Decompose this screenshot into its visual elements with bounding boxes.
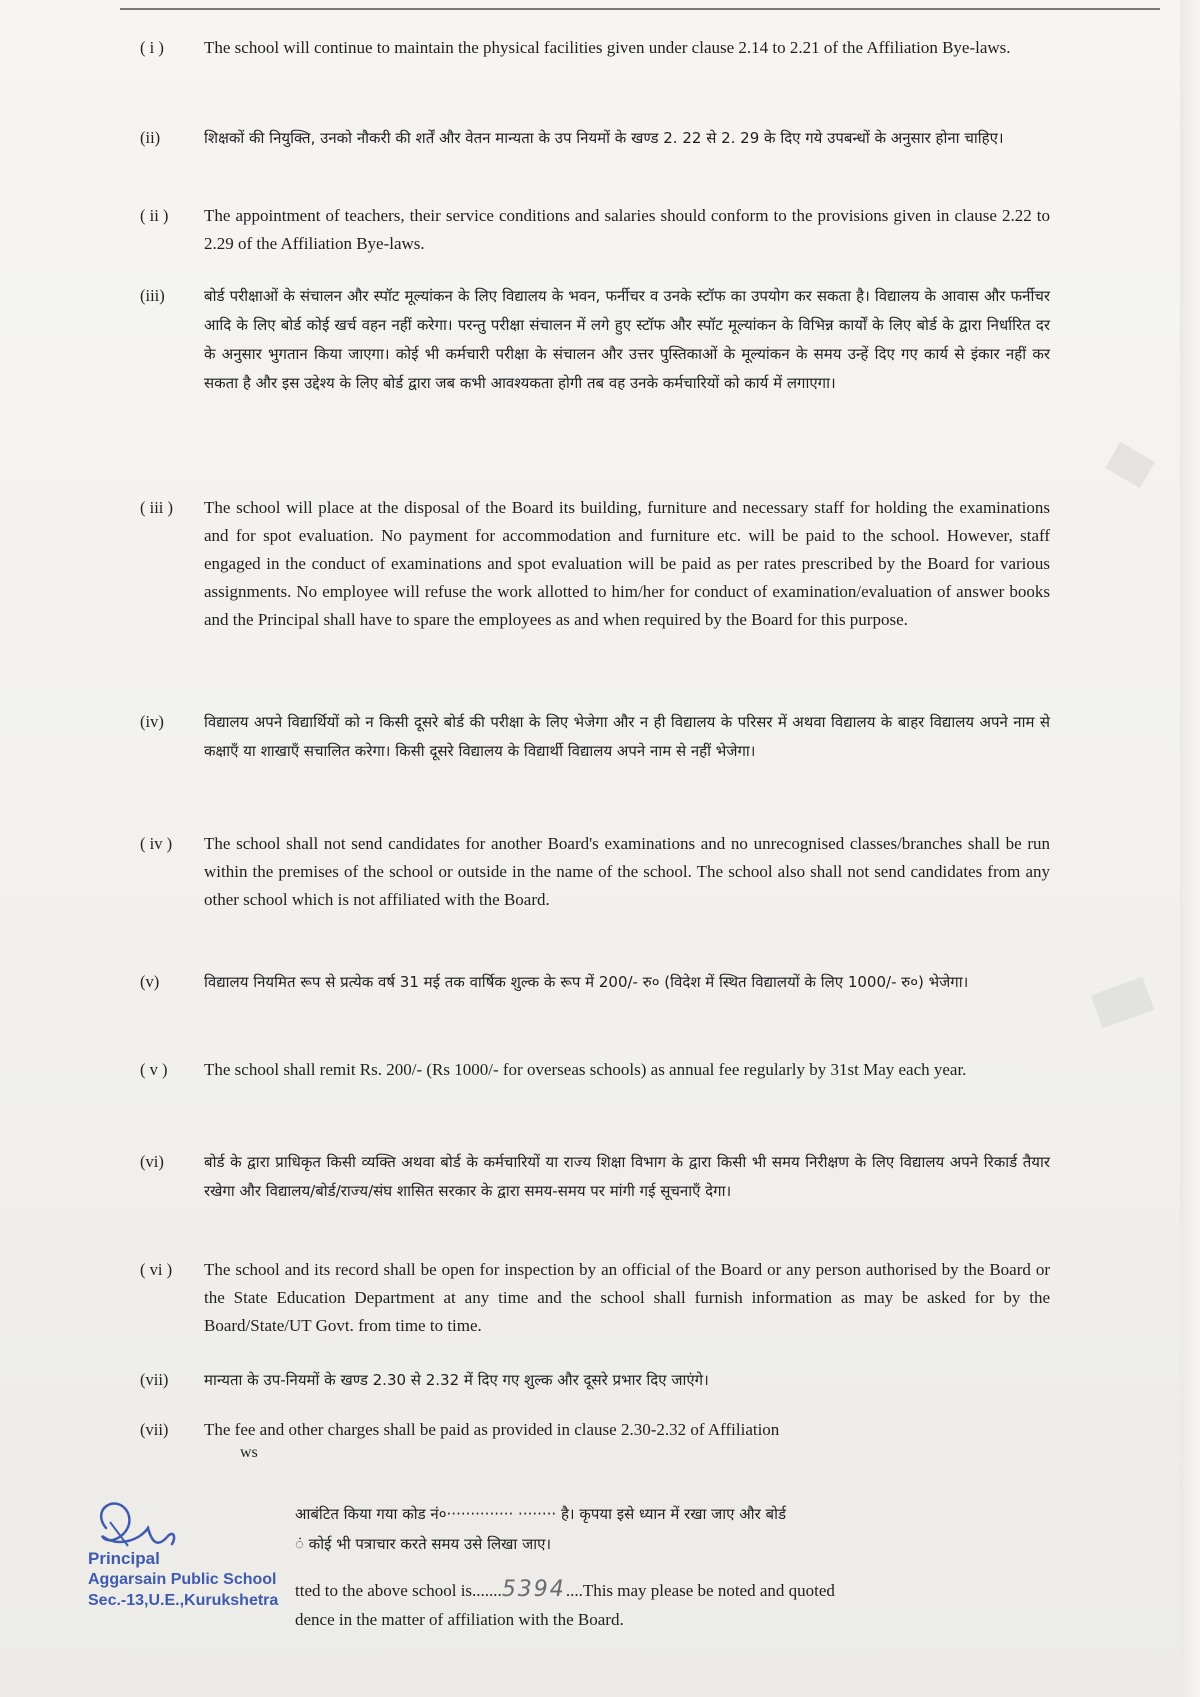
clause-number: (iii) — [140, 286, 165, 305]
clause-text: मान्यता के उप-नियमों के खण्ड 2.30 से 2.32 में दिए गए शुल्क और दूसरे प्रभार दिए जाएंगे। — [204, 1371, 709, 1389]
clause-ii-en — [140, 202, 1050, 258]
footer-hindi-line1: आबंटित किया गया कोड नं०·············· ········ है। कृपया इसे ध्यान में रखा जाए और बोर्ड — [295, 1505, 786, 1523]
clause-text: The appointment of teachers, their service conditions and salaries should conform to the provisions given in clause 2.22 to 2.29 of the Affiliation Bye-laws. — [204, 206, 1050, 253]
clause-number: (v) — [140, 972, 160, 991]
clause-number: (iv) — [140, 712, 164, 731]
clause-v-en — [140, 1056, 1050, 1084]
clause-continuation: ws — [240, 1444, 258, 1461]
clause-vii-en — [140, 1416, 1050, 1444]
clause-vi-en — [140, 1256, 1050, 1340]
clause-iii-en — [140, 494, 1050, 634]
clause-text: विद्यालय अपने विद्यार्थियों को न किसी दूसरे बोर्ड की परीक्षा के लिए भेजेगा और न ही विद्यालय के परिसर में अथवा विद्यालय के बाहर विद्यालय अपने नाम से कक्षाएँ या शाखाएँ सचालित करेगा। किसी दूसरे विद्यालय के विद्यार्थी विद्यालय अपने नाम से नहीं भेजेगा। — [204, 713, 1050, 760]
clause-text: The school will place at the disposal of the Board its building, furniture and necessary staff for holding the examinations and for spot evaluation. No payment for accommodation and furniture etc. will be paid to the school. However, staff engaged in the conduct of examinations and spot evaluation will be paid as per rates prescribed by the Board for various assignments. No employee will refuse the work allotted to him/her for conduct of examination/evaluation of answer books and the Principal shall have to spare the employees as and when required by the Board for this purpose. — [204, 498, 1050, 629]
clause-text: बोर्ड परीक्षाओं के संचालन और स्पॉट मूल्यांकन के लिए विद्यालय के भवन, फर्नीचर व उनके स्टॉफ का उपयोग कर सकता है। विद्यालय के आवास और फर्नीचर आदि के लिए बोर्ड कोई खर्च वहन नहीं करेगा। परन्तु परीक्षा संचालन में लगे हुए स्टॉफ और स्पॉट मूल्यांकन के विभिन्न कार्यों के लिए बोर्ड के द्वारा निर्धारित दर के अनुसार भुगतान किया जाएगा। कोई भी कर्मचारी परीक्षा के संचालन और उत्तर पुस्तिकाओं के मूल्यांकन के समय उन्हें दिए गए कार्य से इंकार नहीं कर सकता है और इस उद्देश्य के लिए बोर्ड द्वारा जब कभी आवश्यकता होगी तब वह उनके कर्मचारियों को कार्य में लगाएगा। — [204, 287, 1050, 392]
affiliation-code: 5394 — [501, 1577, 566, 1602]
stamp-address: Sec.-13,U.E.,Kurukshetra — [88, 1592, 279, 1609]
clause-number: (vii) — [140, 1420, 169, 1439]
clause-ii-hi — [140, 124, 1050, 153]
clause-number: (vii) — [140, 1370, 169, 1389]
principal-stamp — [88, 1548, 278, 1611]
clause-number: (ii) — [140, 128, 161, 147]
clause-vii-hi — [140, 1366, 1050, 1395]
stamp-title: Principal — [88, 1549, 160, 1568]
clause-text: The school shall remit Rs. 200/- (Rs 1000/- for overseas schools) as annual fee regularly by 31st May each year. — [204, 1060, 967, 1079]
clause-number: ( iii ) — [140, 498, 173, 517]
clause-number: (vi) — [140, 1152, 164, 1171]
clause-text: बोर्ड के द्वारा प्राधिकृत किसी व्यक्ति अथवा बोर्ड के कर्मचारियों या राज्य शिक्षा विभाग के द्वारा किसी भी समय निरीक्षण के लिए विद्यालय अपने रिकार्ड तैयार रखेगा और विद्यालय/बोर्ड/राज्य/संघ शासित सरकार के द्वारा समय-समय पर मांगी गई सूचनाएँ देगा। — [204, 1153, 1050, 1200]
clause-number: ( v ) — [140, 1060, 168, 1079]
scan-artifact — [1091, 977, 1155, 1029]
clause-number: ( iv ) — [140, 834, 173, 853]
clause-text: The school shall not send candidates for another Board's examinations and no unrecognised classes/branches shall be run within the premises of the school or outside in the name of the school. The school also shall not send candidates from any other school which is not affiliated with the Board. — [204, 834, 1050, 909]
footer-english-line1 — [295, 1576, 1095, 1605]
clause-text: विद्यालय नियमित रूप से प्रत्येक वर्ष 31 मई तक वार्षिक शुल्क के रूप में 200/- रु० (विदेश में स्थित विद्यालयों के लिए 1000/- रु०) भेजेगा। — [204, 973, 969, 991]
clause-text: The school and its record shall be open for inspection by an official of the Board or any person authorised by the Board or the State Education Department at any time and the school shall furnish information as may be asked for by the Board/State/UT Govt. from time to time. — [204, 1260, 1050, 1335]
stamp-school: Aggarsain Public School — [88, 1571, 277, 1588]
clause-iii-hi — [140, 282, 1050, 398]
top-rule — [120, 8, 1160, 10]
clause-i-en — [140, 34, 1050, 62]
clause-text: The fee and other charges shall be paid as provided in clause 2.30-2.32 of Affiliation — [204, 1420, 780, 1439]
footer-english-suffix: ....This may please be noted and quoted — [565, 1581, 835, 1600]
clause-number: ( vi ) — [140, 1260, 173, 1279]
clause-number: ( i ) — [140, 38, 164, 57]
clause-v-hi — [140, 968, 1050, 997]
clause-text: शिक्षकों की नियुक्ति, उनको नौकरी की शर्तें और वेतन मान्यता के उप नियमों के खण्ड 2. 22 से 2. 29 के दिए गये उपबन्धों के अनुसार होना चाहिए। — [204, 129, 1004, 147]
footer-hindi-line2: ं कोई भी पत्राचार करते समय उसे लिखा जाए। — [295, 1535, 552, 1553]
footer-english-line2: dence in the matter of affiliation with the Board. — [295, 1610, 624, 1629]
clause-text: The school will continue to maintain the physical facilities given under clause 2.14 to 2.21 of the Affiliation Bye-laws. — [204, 38, 1011, 57]
clause-vi-hi — [140, 1148, 1050, 1206]
scan-edge — [1180, 0, 1200, 1697]
scan-artifact — [1105, 442, 1155, 488]
footer-english-prefix: tted to the above school is....... — [295, 1581, 502, 1600]
clause-iv-hi — [140, 708, 1050, 766]
clause-iv-en — [140, 830, 1050, 914]
clause-number: ( ii ) — [140, 206, 169, 225]
